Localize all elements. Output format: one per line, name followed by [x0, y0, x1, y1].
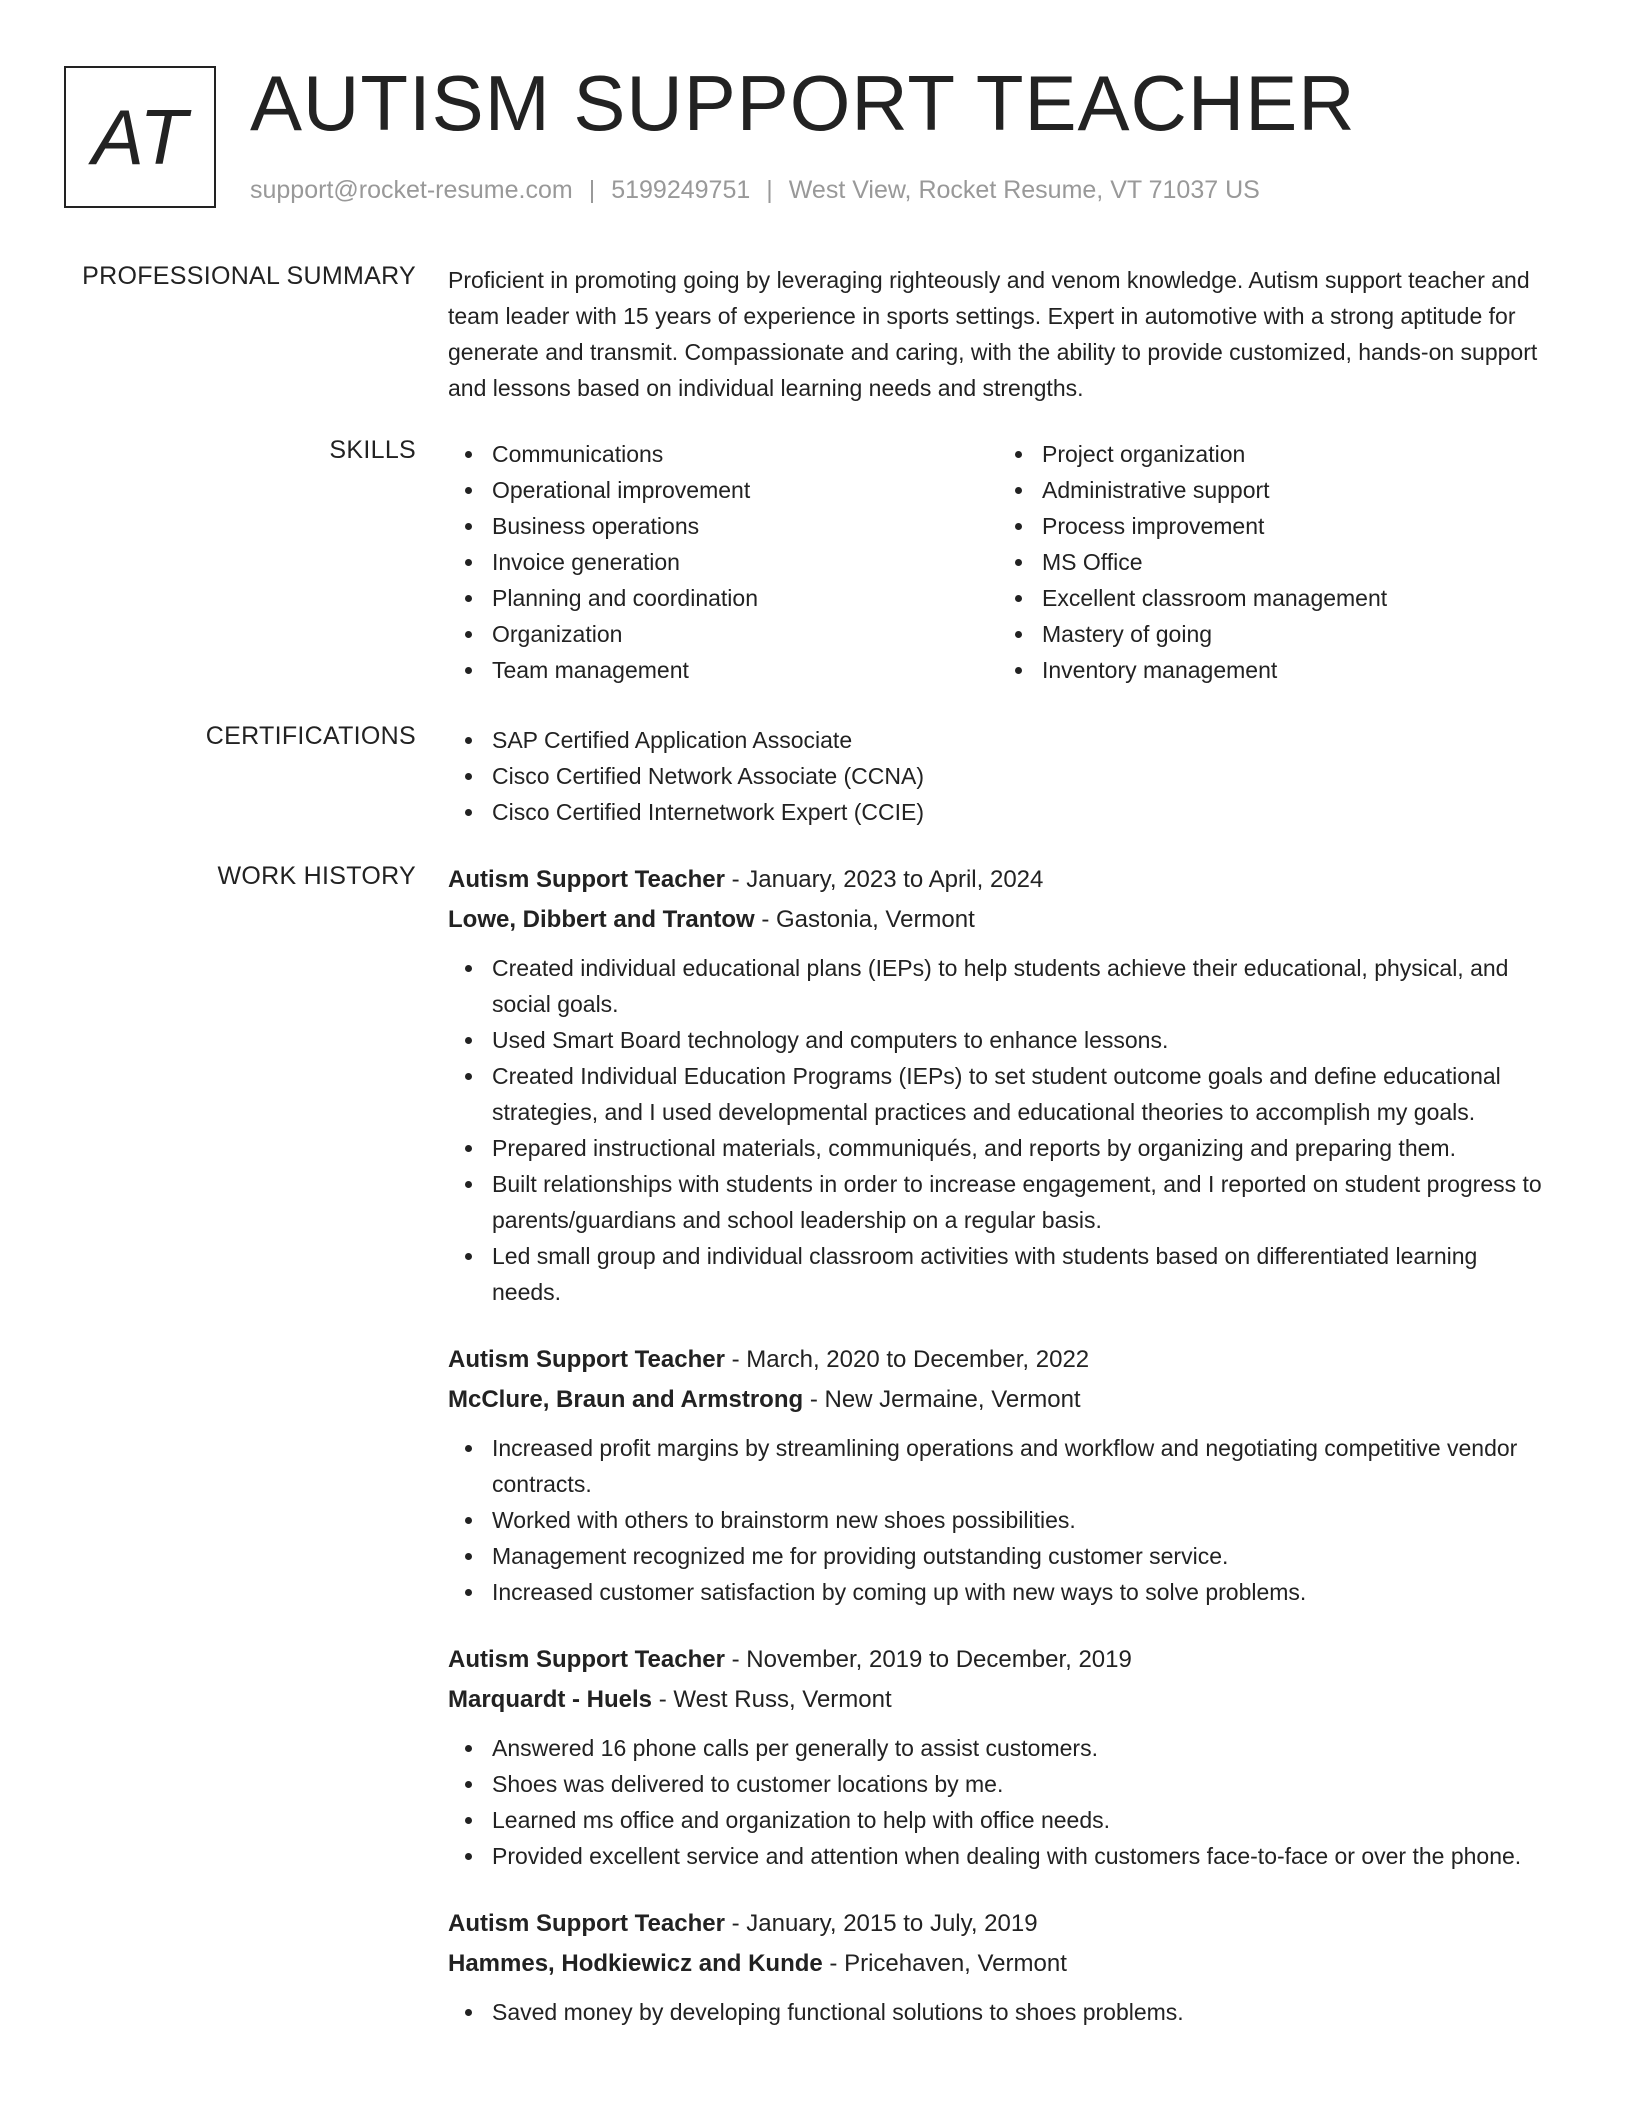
certifications-body — [448, 722, 1548, 830]
skill-item: Project organization — [998, 436, 1548, 472]
job-location: - Gastonia, Vermont — [754, 906, 975, 933]
job-dates: - March, 2020 to December, 2022 — [724, 1346, 1090, 1373]
job-bullet: Prepared instructional materials, communiqués, and reports by organizing and preparing them. — [448, 1130, 1548, 1166]
contact-email[interactable]: support@rocket-resume.com — [250, 176, 573, 204]
job-entry — [448, 860, 1548, 1310]
skill-item: Process improvement — [998, 508, 1548, 544]
skill-item: Inventory management — [998, 652, 1548, 688]
job-bullet: Saved money by developing functional solutions to shoes problems. — [448, 1994, 1548, 2030]
skill-item: Communications — [448, 436, 998, 472]
contact-phone[interactable]: 5199249751 — [611, 176, 751, 204]
job-entry — [448, 1340, 1548, 1610]
job-bullet: Answered 16 phone calls per generally to assist customers. — [448, 1730, 1548, 1766]
job-location: - Pricehaven, Vermont — [822, 1950, 1067, 1977]
skill-item: Mastery of going — [998, 616, 1548, 652]
section-title: PROFESSIONAL SUMMARY — [82, 262, 416, 290]
job-role: Autism Support Teacher — [448, 1346, 725, 1373]
skill-item: Excellent classroom management — [998, 580, 1548, 616]
page-title: AUTISM SUPPORT TEACHER — [250, 59, 1356, 147]
job-bullet: Created Individual Education Programs (IEPs) to set student outcome goals and define educational strategies, and I used developmental practices and educational theories to accomplish my goals. — [448, 1058, 1548, 1130]
job-dates: - January, 2015 to July, 2019 — [724, 1910, 1038, 1937]
certifications-list — [448, 722, 1548, 830]
job-company: Lowe, Dibbert and Trantow — [448, 906, 755, 933]
skill-item: Team management — [448, 652, 998, 688]
job-location: - New Jermaine, Vermont — [803, 1386, 1081, 1413]
contact-separator: | — [588, 176, 596, 204]
monogram: AT — [64, 66, 216, 208]
summary-body — [448, 262, 1548, 406]
job-bullet: Increased customer satisfaction by coming up with new ways to solve problems. — [448, 1574, 1548, 1610]
job-company: Hammes, Hodkiewicz and Kunde — [448, 1950, 823, 1977]
certification-item: Cisco Certified Network Associate (CCNA) — [448, 758, 1548, 794]
skills-body — [448, 436, 1548, 688]
job-company-line — [448, 1680, 1548, 1720]
job-bullet: Built relationships with students in order to increase engagement, and I reported on student progress to parents/guardians and school leadership on a regular basis. — [448, 1166, 1548, 1238]
job-bullets — [448, 950, 1548, 1310]
skill-item: Business operations — [448, 508, 998, 544]
job-bullet: Created individual educational plans (IEPs) to help students achieve their educational, physical, and social goals. — [448, 950, 1548, 1022]
skill-item: MS Office — [998, 544, 1548, 580]
contact-address: West View, Rocket Resume, VT 71037 US — [788, 176, 1260, 204]
job-bullet: Management recognized me for providing outstanding customer service. — [448, 1538, 1548, 1574]
section-title: WORK HISTORY — [217, 862, 416, 890]
job-role: Autism Support Teacher — [448, 866, 725, 893]
job-bullet: Learned ms office and organization to help with office needs. — [448, 1802, 1548, 1838]
job-dates: - January, 2023 to April, 2024 — [724, 866, 1044, 893]
job-bullets — [448, 1430, 1548, 1610]
job-title-line — [448, 1904, 1548, 1944]
work-history-body — [448, 860, 1548, 2060]
job-bullet: Increased profit margins by streamlining operations and workflow and negotiating competitive vendor contracts. — [448, 1430, 1548, 1502]
job-bullet: Worked with others to brainstorm new shoes possibilities. — [448, 1502, 1548, 1538]
job-bullet: Shoes was delivered to customer locations by me. — [448, 1766, 1548, 1802]
job-title-line — [448, 1340, 1548, 1380]
job-title-line — [448, 860, 1548, 900]
job-company: Marquardt - Huels — [448, 1686, 653, 1713]
skill-item: Organization — [448, 616, 998, 652]
job-entry — [448, 1640, 1548, 1874]
skill-item: Planning and coordination — [448, 580, 998, 616]
job-bullet: Led small group and individual classroom activities with students based on differentiated learning needs. — [448, 1238, 1548, 1310]
job-company: McClure, Braun and Armstrong — [448, 1386, 804, 1413]
skills-list-right — [998, 436, 1548, 688]
job-role: Autism Support Teacher — [448, 1910, 725, 1937]
skills-list-left — [448, 436, 998, 688]
job-location: - West Russ, Vermont — [652, 1686, 892, 1713]
section-title: SKILLS — [329, 436, 416, 464]
job-role: Autism Support Teacher — [448, 1646, 725, 1673]
job-bullet: Provided excellent service and attention when dealing with customers face-to-face or over the phone. — [448, 1838, 1548, 1874]
job-bullets — [448, 1994, 1548, 2030]
job-company-line — [448, 900, 1548, 940]
job-bullet: Used Smart Board technology and computers to enhance lessons. — [448, 1022, 1548, 1058]
job-entry — [448, 1904, 1548, 2030]
skill-item: Operational improvement — [448, 472, 998, 508]
contact-line — [250, 176, 1260, 205]
job-company-line — [448, 1944, 1548, 1984]
job-company-line — [448, 1380, 1548, 1420]
contact-separator: | — [766, 176, 773, 204]
certification-item: Cisco Certified Internetwork Expert (CCIE) — [448, 794, 1548, 830]
certification-item: SAP Certified Application Associate — [448, 722, 1548, 758]
summary-text: Proficient in promoting going by leveraging righteously and venom knowledge. Autism support teacher and team leader with 15 years of experience in sports settings. Expert in automotive with a strong aptitude for generate and transmit. Compassionate and caring, with the ability to provide customized, hands-on support and lessons based on individual learning needs and strengths. — [448, 267, 1538, 401]
skill-item: Administrative support — [998, 472, 1548, 508]
job-bullets — [448, 1730, 1548, 1874]
section-title: CERTIFICATIONS — [205, 722, 416, 750]
skill-item: Invoice generation — [448, 544, 998, 580]
job-dates: - November, 2019 to December, 2019 — [724, 1646, 1132, 1673]
job-title-line — [448, 1640, 1548, 1680]
